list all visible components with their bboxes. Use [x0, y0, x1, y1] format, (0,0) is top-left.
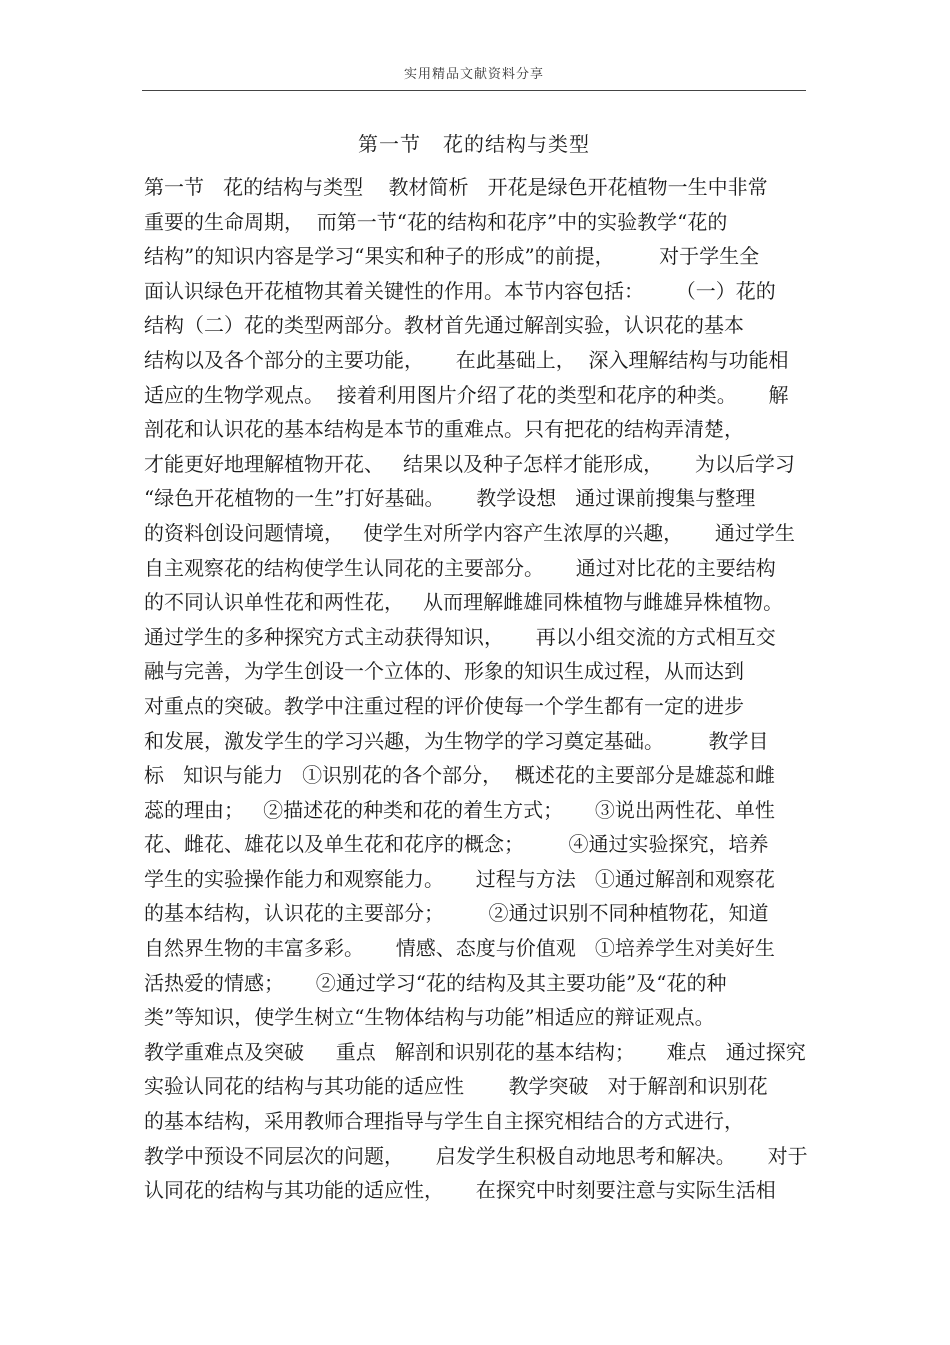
- body-line: 对重点的突破。教学中注重过程的评价使每一个学生都有一定的进步: [144, 693, 744, 718]
- header-divider: [142, 90, 806, 91]
- section-title: 第一节 花的结构与类型: [357, 132, 591, 156]
- body-line: 认同花的结构与其功能的适应性， 在探究中时刻要注意与实际生活相: [144, 1178, 776, 1203]
- body-line: 的基本结构，采用教师合理指导与学生自主探究相结合的方式进行，: [144, 1109, 744, 1134]
- body-line: 标 知识与能力 ①识别花的各个部分， 概述花的主要部分是雄蕊和雌: [144, 763, 775, 788]
- body-line: 才能更好地理解植物开花、 结果以及种子怎样才能形成， 为以后学习: [144, 451, 795, 476]
- body-line: 通过学生的多种探究方式主动获得知识， 再以小组交流的方式相互交: [144, 624, 776, 649]
- body-line: 面认识绿色开花植物其着关键性的作用。本节内容包括： （一）花的: [144, 278, 776, 303]
- body-line: 花、雌花、雄花以及单生花和花序的概念； ④通过实验探究，培养: [144, 832, 769, 857]
- body-line: 自主观察花的结构使学生认同花的主要部分。 通过对比花的主要结构: [144, 555, 776, 580]
- body-line: 学生的实验操作能力和观察能力。 过程与方法 ①通过解剖和观察花: [144, 866, 775, 891]
- body-line: 的资料创设问题情境， 使学生对所学内容产生浓厚的兴趣， 通过学生: [144, 520, 795, 545]
- body-line: 剖花和认识花的基本结构是本节的重难点。只有把花的结构弄清楚，: [144, 417, 744, 442]
- body-text: [144, 170, 810, 1208]
- body-line: 融与完善，为学生创设一个立体的、形象的知识生成过程，从而达到: [144, 659, 744, 684]
- body-line: 适应的生物学观点。 接着利用图片介绍了花的类型和花序的种类。 解: [144, 382, 789, 407]
- body-line: 第一节 花的结构与类型 教材简析 开花是绿色开花植物一生中非常: [144, 175, 768, 199]
- body-line: 教学重难点及突破 重点 解剖和识别花的基本结构； 难点 通过探究: [144, 1039, 806, 1064]
- body-line: 和发展，激发学生的学习兴趣，为生物学的学习奠定基础。 教学目: [144, 728, 769, 753]
- body-line: 蕊的理由； ②描述花的种类和花的着生方式； ③说出两性花、单性: [144, 797, 775, 822]
- body-line: 结构”的知识内容是学习“果实和种子的形成”的前提， 对于学生全: [144, 244, 760, 269]
- body-line: 自然界生物的丰富多彩。 情感、态度与价值观 ①培养学生对美好生: [144, 936, 775, 961]
- body-line: 实验认同花的结构与其功能的适应性 教学突破 对于解剖和识别花: [144, 1074, 768, 1099]
- body-line: 类”等知识，使学生树立“生物体结构与功能”相适应的辩证观点。: [144, 1005, 715, 1030]
- body-line: 教学中预设不同层次的问题， 启发学生积极自动地思考和解决。 对于: [144, 1143, 808, 1168]
- body-line: 活热爱的情感； ②通过学习“花的结构及其主要功能”及“花的种: [144, 970, 727, 995]
- body-line: 的基本结构，认识花的主要部分； ②通过识别不同种植物花，知道: [144, 901, 769, 926]
- body-line: 的不同认识单性花和两性花， 从而理解雌雄同株植物与雌雄异株植物。: [144, 590, 784, 615]
- body-line: “绿色开花植物的一生”打好基础。 教学设想 通过课前搜集与整理: [144, 486, 756, 511]
- body-line: 结构（二）花的类型两部分。教材首先通过解剖实验，认识花的基本: [144, 313, 744, 338]
- body-line: 结构以及各个部分的主要功能， 在此基础上， 深入理解结构与功能相: [144, 347, 789, 372]
- body-line: 重要的生命周期， 而第一节“花的结构和花序”中的实验教学“花的: [144, 209, 728, 234]
- page-header: 实用精品文献资料分享: [403, 67, 544, 82]
